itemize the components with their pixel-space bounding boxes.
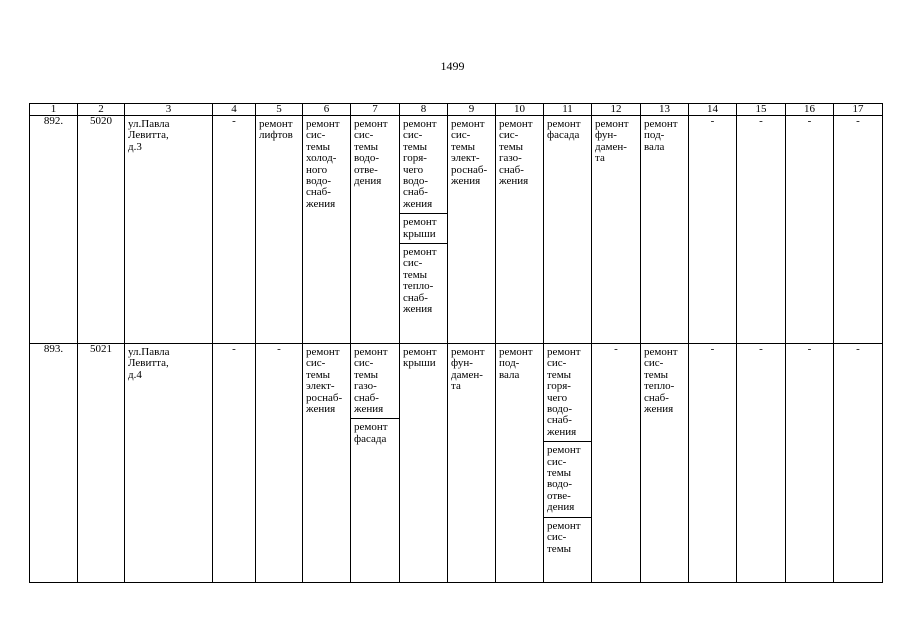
column-header: 3	[125, 104, 213, 116]
column-header: 7	[351, 104, 400, 116]
column-header: 10	[496, 104, 544, 116]
work-cell	[544, 344, 592, 583]
work-cell	[592, 116, 641, 344]
column-header: 17	[834, 104, 883, 116]
work-item: ремонт сис- темы газо- снаб- жения	[499, 118, 533, 188]
empty-cell: -	[737, 116, 786, 344]
empty-cell: -	[689, 116, 737, 344]
address-cell	[125, 344, 213, 583]
column-header: 13	[641, 104, 689, 116]
work-cell	[303, 116, 351, 344]
work-item: ремонт сис- темы холод- ного водо- снаб- жения	[306, 118, 340, 210]
work-cell	[641, 344, 689, 583]
empty-cell: -	[834, 344, 883, 583]
work-item: ремонт сис- темы тепло- снаб- жения	[644, 346, 678, 416]
work-cell	[448, 344, 496, 583]
work-item: ремонт сис- темы водо- отве- дения	[544, 441, 591, 513]
column-header: 5	[256, 104, 303, 116]
empty-cell: -	[786, 116, 834, 344]
address: ул.Павла Левитта, д.4	[128, 346, 170, 381]
empty-cell: -	[689, 344, 737, 583]
work-item: ремонт под- вала	[644, 118, 678, 153]
column-header: 11	[544, 104, 592, 116]
empty-cell: -	[256, 344, 303, 583]
column-header: 14	[689, 104, 737, 116]
empty-cell: -	[592, 344, 641, 583]
work-item: ремонт сис- темы горя- чего водо- снаб- жения	[547, 346, 581, 438]
work-cell	[496, 116, 544, 344]
empty-cell: -	[786, 344, 834, 583]
empty-cell: -	[213, 116, 256, 344]
work-item: ремонт сис- темы водо- отве- дения	[354, 118, 388, 188]
work-cell	[400, 116, 448, 344]
column-header: 8	[400, 104, 448, 116]
column-header: 12	[592, 104, 641, 116]
work-item: ремонт крыши	[400, 213, 447, 240]
building-code: 5021	[78, 344, 125, 583]
column-header: 4	[213, 104, 256, 116]
work-cell	[448, 116, 496, 344]
work-item: ремонт фун- дамен- та	[595, 118, 629, 165]
address: ул.Павла Левитта, д.3	[128, 118, 170, 153]
work-item: ремонт фун- дамен- та	[451, 346, 485, 393]
page-number: 1499	[440, 59, 465, 73]
column-header: 15	[737, 104, 786, 116]
building-code: 5020	[78, 116, 125, 344]
table-row	[30, 344, 883, 583]
column-header: 6	[303, 104, 351, 116]
address-cell	[125, 116, 213, 344]
column-number-row	[30, 104, 883, 116]
work-item: ремонт крыши	[403, 346, 437, 370]
work-cell	[400, 344, 448, 583]
column-header: 1	[30, 104, 78, 116]
work-item: ремонт сис- темы газо- снаб- жения	[354, 346, 388, 416]
work-item: ремонт сис- темы элект- роснаб- жения	[306, 346, 343, 416]
work-cell	[303, 344, 351, 583]
work-item: ремонт фасада	[547, 118, 581, 142]
work-cell	[544, 116, 592, 344]
work-item: ремонт сис- темы тепло- снаб- жения	[400, 243, 447, 315]
work-cell	[351, 344, 400, 583]
work-item: ремонт под- вала	[499, 346, 533, 381]
column-header: 2	[78, 104, 125, 116]
work-item: ремонт сис- темы	[544, 517, 591, 555]
work-item: ремонт сис- темы горя- чего водо- снаб- жения	[403, 118, 437, 210]
work-cell	[496, 344, 544, 583]
work-cell	[641, 116, 689, 344]
work-item: ремонт сис- темы элект- роснаб- жения	[451, 118, 488, 188]
repair-schedule-table	[29, 103, 883, 583]
column-header: 9	[448, 104, 496, 116]
work-item: ремонт фасада	[351, 418, 399, 445]
column-header: 16	[786, 104, 834, 116]
empty-cell: -	[834, 116, 883, 344]
work-item: ремонт лифтов	[259, 118, 293, 142]
row-number: 893.	[30, 344, 78, 583]
work-cell	[256, 116, 303, 344]
work-cell	[351, 116, 400, 344]
row-number: 892.	[30, 116, 78, 344]
table-row	[30, 116, 883, 344]
empty-cell: -	[213, 344, 256, 583]
empty-cell: -	[737, 344, 786, 583]
